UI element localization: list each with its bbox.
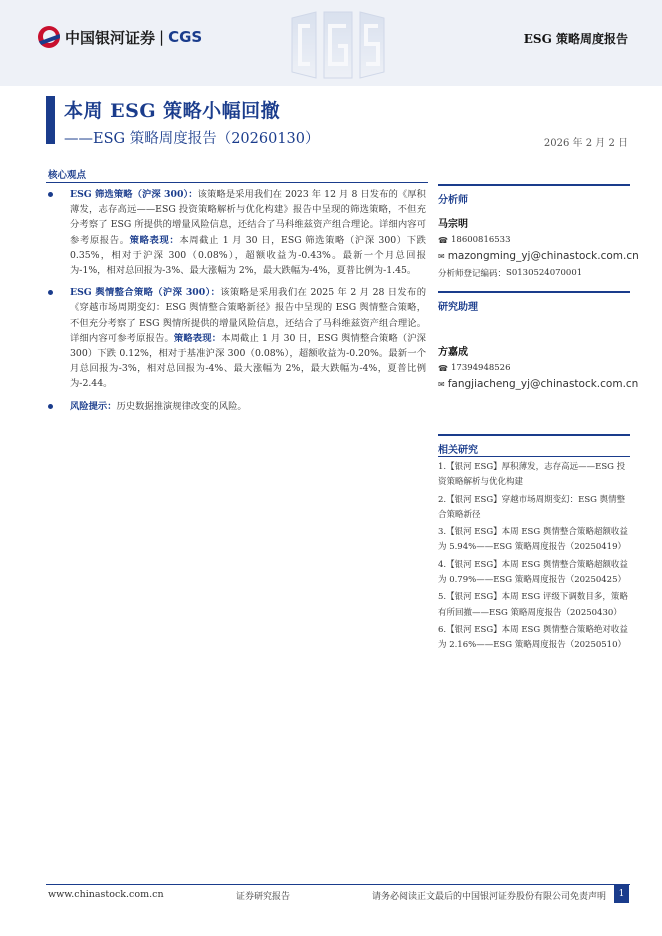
assistant-email-row: [438, 378, 639, 390]
title-accent-bar: [46, 96, 55, 144]
list-item: [48, 187, 426, 278]
bullet-icon: [48, 192, 53, 197]
cgs-watermark-icon: [286, 8, 390, 82]
footer-disclaimer: 请务必阅读正文最后的中国银河证券股份有限公司免责声明: [372, 892, 607, 902]
related-item-2[interactable]: 2.【银河 ESG】穿越市场周期变幻：ESG 舆情整合策略新径: [438, 494, 626, 520]
brand-logo: [38, 26, 202, 48]
analyst-reg-code: S0130524070001: [506, 268, 583, 278]
analyst-email[interactable]: mazongming_yj@chinastock.com.cn: [447, 250, 639, 262]
bullet-heading: 风险提示：: [70, 400, 117, 412]
related-section: [438, 441, 630, 456]
analyst-divider: [438, 184, 630, 186]
performance-label: 策略表现：: [173, 332, 222, 344]
report-date: 2026 年 2 月 2 日: [543, 138, 628, 149]
footer-url[interactable]: www.chinastock.com.cn: [48, 889, 164, 900]
performance-label: 策略表现：: [129, 234, 180, 246]
related-subdivider: [438, 456, 630, 457]
related-list: [438, 460, 630, 656]
analyst-email-row: [438, 250, 639, 262]
assistant-section: [438, 298, 639, 390]
related-item-1[interactable]: 1.【银河 ESG】厚积薄发，志存高远——ESG 投资策略解析与优化构建: [438, 462, 626, 488]
related-item-4[interactable]: 4.【银河 ESG】本周 ESG 舆情整合策略超额收益为 0.79%——ESG 策略周度报告（20250425）: [438, 559, 628, 586]
list-item: [48, 285, 426, 391]
analyst-name: 马宗明: [438, 219, 468, 230]
core-views-divider: [46, 182, 428, 183]
performance-text: 本周截止 1 月 30 日，ESG 筛选策略（沪深 300）下跌 0.35%，相对于沪深 300（0.08%），超额收益为-0.43%。最新一个月总回报为-1%，相对总回报为-3%、最大涨幅为 2%，最大跌幅为-4%，夏普比例为-1.45。: [70, 234, 426, 277]
page-subtitle: ——ESG 策略周度报告（20260130）: [64, 131, 320, 147]
bullet-heading: ESG 筛选策略（沪深 300）：: [70, 189, 198, 200]
footer-divider: [46, 884, 630, 885]
performance-text: 本周截止 1 月 30 日，ESG 舆情整合策略（沪深 300）下跌 0.12%，相对于基准沪深 300（0.08%），超额收益为-0.20%。最新一个月总回报为-3%，相对总回报为-4%、最大涨幅为 2%，最大跌幅为-4%，夏普比例为-2.44。: [70, 332, 426, 390]
bullet-text: 该策略是采用我们在 2025 年 2 月 28 日发布的《穿越市场周期变幻：ESG 舆情整合策略新径》报告中呈现的 ESG 舆情整合策略，不但充分考察了 ESG 舆情所提供的增量风险信息，还结合了马科维兹资产组合理论。详细内容可参考原报告。: [70, 287, 426, 344]
assistant-name: 方嘉成: [438, 347, 468, 358]
related-divider: [438, 434, 630, 436]
brand-separator: |: [159, 28, 165, 46]
mail-icon: ✉: [438, 251, 445, 261]
phone-icon: ☎: [438, 235, 448, 245]
related-item-6[interactable]: 6.【银河 ESG】本周 ESG 舆情整合策略绝对收益为 2.16%——ESG 策略周度报告（20250510）: [438, 624, 628, 651]
bullet-heading: ESG 舆情整合策略（沪深 300）：: [70, 287, 221, 299]
related-item-3[interactable]: 3.【银河 ESG】本周 ESG 舆情整合策略超额收益为 5.94%——ESG 策略周度报告（20250419）: [438, 527, 628, 553]
bullet-icon: [48, 290, 53, 295]
mail-icon: ✉: [438, 379, 445, 389]
assistant-heading: 研究助理: [438, 302, 478, 313]
assistant-phone: 17394948526: [451, 363, 511, 373]
analyst-reg-label: 分析师登记编码：: [438, 269, 507, 279]
core-views-label: 核心观点: [48, 170, 87, 181]
bullet-text: 历史数据推演规律改变的风险。: [116, 400, 247, 412]
analyst-phone: 18600816533: [451, 235, 511, 245]
page-number: 1: [614, 885, 629, 903]
page-title: 本周 ESG 策略小幅回撤: [64, 100, 281, 122]
analyst-section: [438, 191, 639, 279]
analyst-heading: 分析师: [438, 195, 468, 206]
assistant-phone-row: [438, 363, 630, 373]
phone-icon: ☎: [438, 363, 448, 373]
list-item: [48, 399, 426, 414]
related-item-5[interactable]: 5.【银河 ESG】本周 ESG 评级下调数目多，策略有所回撤——ESG 策略周度报告（20250430）: [438, 592, 628, 618]
core-views-list: [48, 187, 426, 421]
related-heading: 相关研究: [438, 445, 478, 456]
report-type: ESG 策略周度报告: [523, 32, 628, 46]
assistant-divider: [438, 291, 630, 293]
analyst-reg-row: [438, 267, 630, 279]
assistant-email[interactable]: fangjiacheng_yj@chinastock.com.cn: [447, 378, 639, 390]
bullet-text: 该策略是采用我们在 2023 年 12 月 8 日发布的《厚积薄发，志存高远——ESG 投资策略解析与优化构建》报告中呈现的筛选策略，不但充分考察了 ESG 所提供的增量风险信息，还结合了马科维兹资产组合理论。详细内容可参考原报告。: [70, 189, 426, 246]
brand-name-cn: 中国银河证券: [65, 28, 156, 47]
brand-name-en: CGS: [168, 28, 203, 46]
analyst-phone-row: [438, 235, 630, 245]
footer-report-type: 证券研究报告: [236, 892, 291, 902]
bullet-icon: [48, 404, 53, 409]
cgs-logo-icon: [38, 26, 60, 48]
